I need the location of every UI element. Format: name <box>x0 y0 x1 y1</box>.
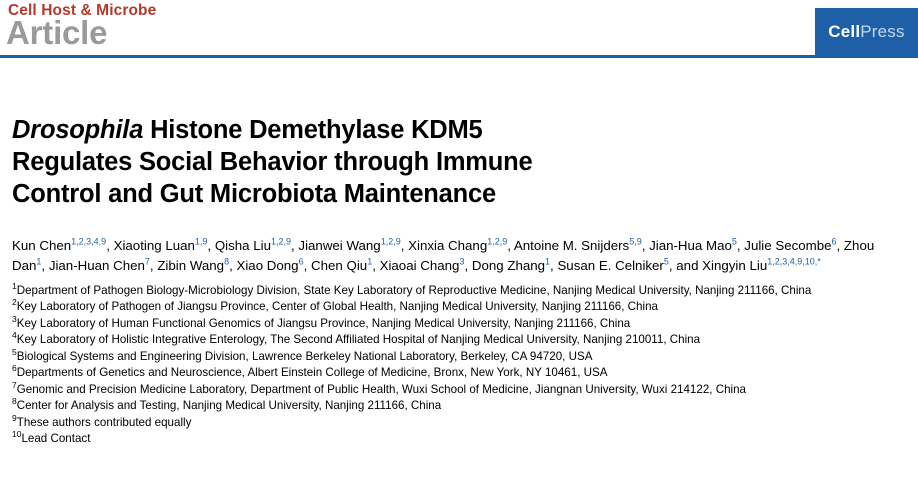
author-affiliation-marker: 1,9 <box>194 236 208 247</box>
author-name: Zibin Wang <box>157 257 225 273</box>
affiliation-number: 6 <box>12 363 17 374</box>
author-separator: , <box>400 238 409 254</box>
affiliation-item <box>12 379 892 398</box>
affiliation-item <box>12 412 892 431</box>
author-affiliation-marker: 5 <box>663 256 669 267</box>
author-separator: , <box>291 238 299 254</box>
affiliation-number: 1 <box>12 281 17 292</box>
affiliation-number: 2 <box>12 297 17 308</box>
journal-name: Cell Host & Microbe <box>8 2 157 19</box>
title-species: Drosophila <box>12 116 144 144</box>
author-separator: , <box>106 238 114 254</box>
author-name: Qisha Liu <box>214 238 271 254</box>
affiliation-item <box>12 332 892 348</box>
author-name: Julie Secombe <box>744 238 832 254</box>
affiliation-number: 7 <box>12 379 17 390</box>
author-affiliation-marker: 1 <box>367 256 373 267</box>
affiliation-number: 5 <box>12 346 17 357</box>
title-line3: Control and Gut Microbiota Maintenance <box>12 180 496 209</box>
affiliation-text: Center for Analysis and Testing, Nanjing Medical University, Nanjing 211166, China <box>16 399 442 413</box>
author-name: Jian-Hua Mao <box>649 238 732 254</box>
author-separator: , <box>836 238 844 254</box>
author-name: Kun Chen <box>12 238 72 254</box>
affiliation-text: Biological Systems and Engineering Division, Lawrence Berkeley National Laboratory, Berkeley, CA 94720, USA <box>16 349 593 363</box>
affiliation-item <box>12 365 892 381</box>
masthead <box>0 0 918 58</box>
author-affiliation-marker: 1,2,9 <box>271 236 292 247</box>
article-type-label: Article <box>6 14 108 51</box>
author-list <box>12 236 892 275</box>
title-line1-rest: Histone Demethylase KDM5 <box>143 116 483 144</box>
author-separator: , <box>464 257 472 273</box>
author-name: Susan E. Celniker <box>557 257 664 273</box>
author-separator: , <box>41 257 49 273</box>
author-affiliation-marker: 1,2,9 <box>380 236 401 247</box>
author-name: Xiaoai Chang <box>379 257 460 273</box>
author-affiliation-marker: 7 <box>144 256 150 267</box>
author-separator: , <box>149 257 158 273</box>
author-affiliation-marker: 6 <box>298 256 304 267</box>
affiliation-text: Genomic and Precision Medicine Laboratory, Department of Public Health, Wuxi School of Medicine, Jiangnan University, Wuxi 214122, China <box>16 382 747 396</box>
author-affiliation-marker: 6 <box>831 236 837 247</box>
affiliation-text: Lead Contact <box>21 431 91 445</box>
author-name: Xiao Dong <box>236 257 299 273</box>
author-affiliation-marker: 1,2,3,4,9 <box>71 236 107 247</box>
affiliation-item <box>12 299 892 315</box>
affiliation-number: 8 <box>12 396 17 407</box>
author-affiliation-marker: 5 <box>731 236 737 247</box>
affiliation-item <box>12 398 892 414</box>
affiliation-number: 3 <box>12 313 17 324</box>
affiliation-number: 9 <box>12 412 17 423</box>
affiliation-item <box>12 283 892 299</box>
affiliation-number: 10 <box>12 429 22 440</box>
affiliation-number: 4 <box>12 330 17 341</box>
title-line2: Regulates Social Behavior through Immune <box>12 148 533 177</box>
author-separator: , <box>507 238 514 254</box>
author-affiliation-marker: 1,2,9 <box>487 236 508 247</box>
author-name: Xinxia Chang <box>408 238 488 254</box>
cellpress-logo-press: Press <box>860 21 905 41</box>
author-separator: , <box>207 238 215 254</box>
author-affiliation-marker: 1 <box>36 256 42 267</box>
author-separator: , <box>736 238 745 254</box>
author-affiliation-marker: 5,9 <box>629 236 642 247</box>
affiliation-text: Key Laboratory of Holistic Integrative Enterology, The Second Affiliated Hospital of Nanjing Medical University, Nanjing 210011, China <box>16 333 701 347</box>
author-name: Zhou Dan <box>12 238 875 273</box>
author-affiliation-marker: 1 <box>545 256 551 267</box>
author-separator: , <box>641 238 650 254</box>
author-separator: , <box>372 257 380 273</box>
author-name: Dong Zhang <box>471 257 546 273</box>
author-name: and Xingyin Liu <box>676 257 768 273</box>
author-affiliation-marker: 3 <box>459 256 465 267</box>
author-affiliation-marker: 8 <box>224 256 230 267</box>
author-name: Jianwei Wang <box>298 238 381 254</box>
masthead-divider <box>0 55 918 58</box>
affiliation-item <box>12 346 892 365</box>
author-name: Xiaoting Luan <box>113 238 195 254</box>
author-name: Jian-Huan Chen <box>48 257 145 273</box>
author-separator: , <box>668 257 677 273</box>
affiliation-text: Key Laboratory of Pathogen of Jiangsu Province, Center of Global Health, Nanjing Medical University, Nanjing 211166, China <box>16 300 658 314</box>
affiliation-list <box>12 283 892 448</box>
author-name: Chen Qiu <box>311 257 368 273</box>
author-separator: , <box>229 257 237 273</box>
affiliation-text: Department of Pathogen Biology-Microbiology Division, State Key Laboratory of Reproductive Medicine, Nanjing Medical University, Nanjing 211166, China <box>16 283 812 297</box>
author-affiliation-marker: 1,2,3,4,9,10,* <box>767 256 821 267</box>
affiliation-text: These authors contributed equally <box>16 415 192 429</box>
cellpress-logo-cell: Cell <box>828 21 861 41</box>
page-title <box>12 114 712 210</box>
cellpress-logo <box>815 8 918 55</box>
affiliation-text: Key Laboratory of Human Functional Genomics of Jiangsu Province, Nanjing Medical University, Nanjing 211166, China <box>16 316 631 330</box>
author-separator: , <box>303 257 311 273</box>
affiliation-text: Departments of Genetics and Neuroscience, Albert Einstein College of Medicine, Bronx, New York, NY 10461, USA <box>16 366 608 380</box>
author-name: Antoine M. Snijders <box>513 238 630 254</box>
author-separator: , <box>550 257 558 273</box>
affiliation-item <box>12 431 892 447</box>
affiliation-item <box>12 313 892 332</box>
